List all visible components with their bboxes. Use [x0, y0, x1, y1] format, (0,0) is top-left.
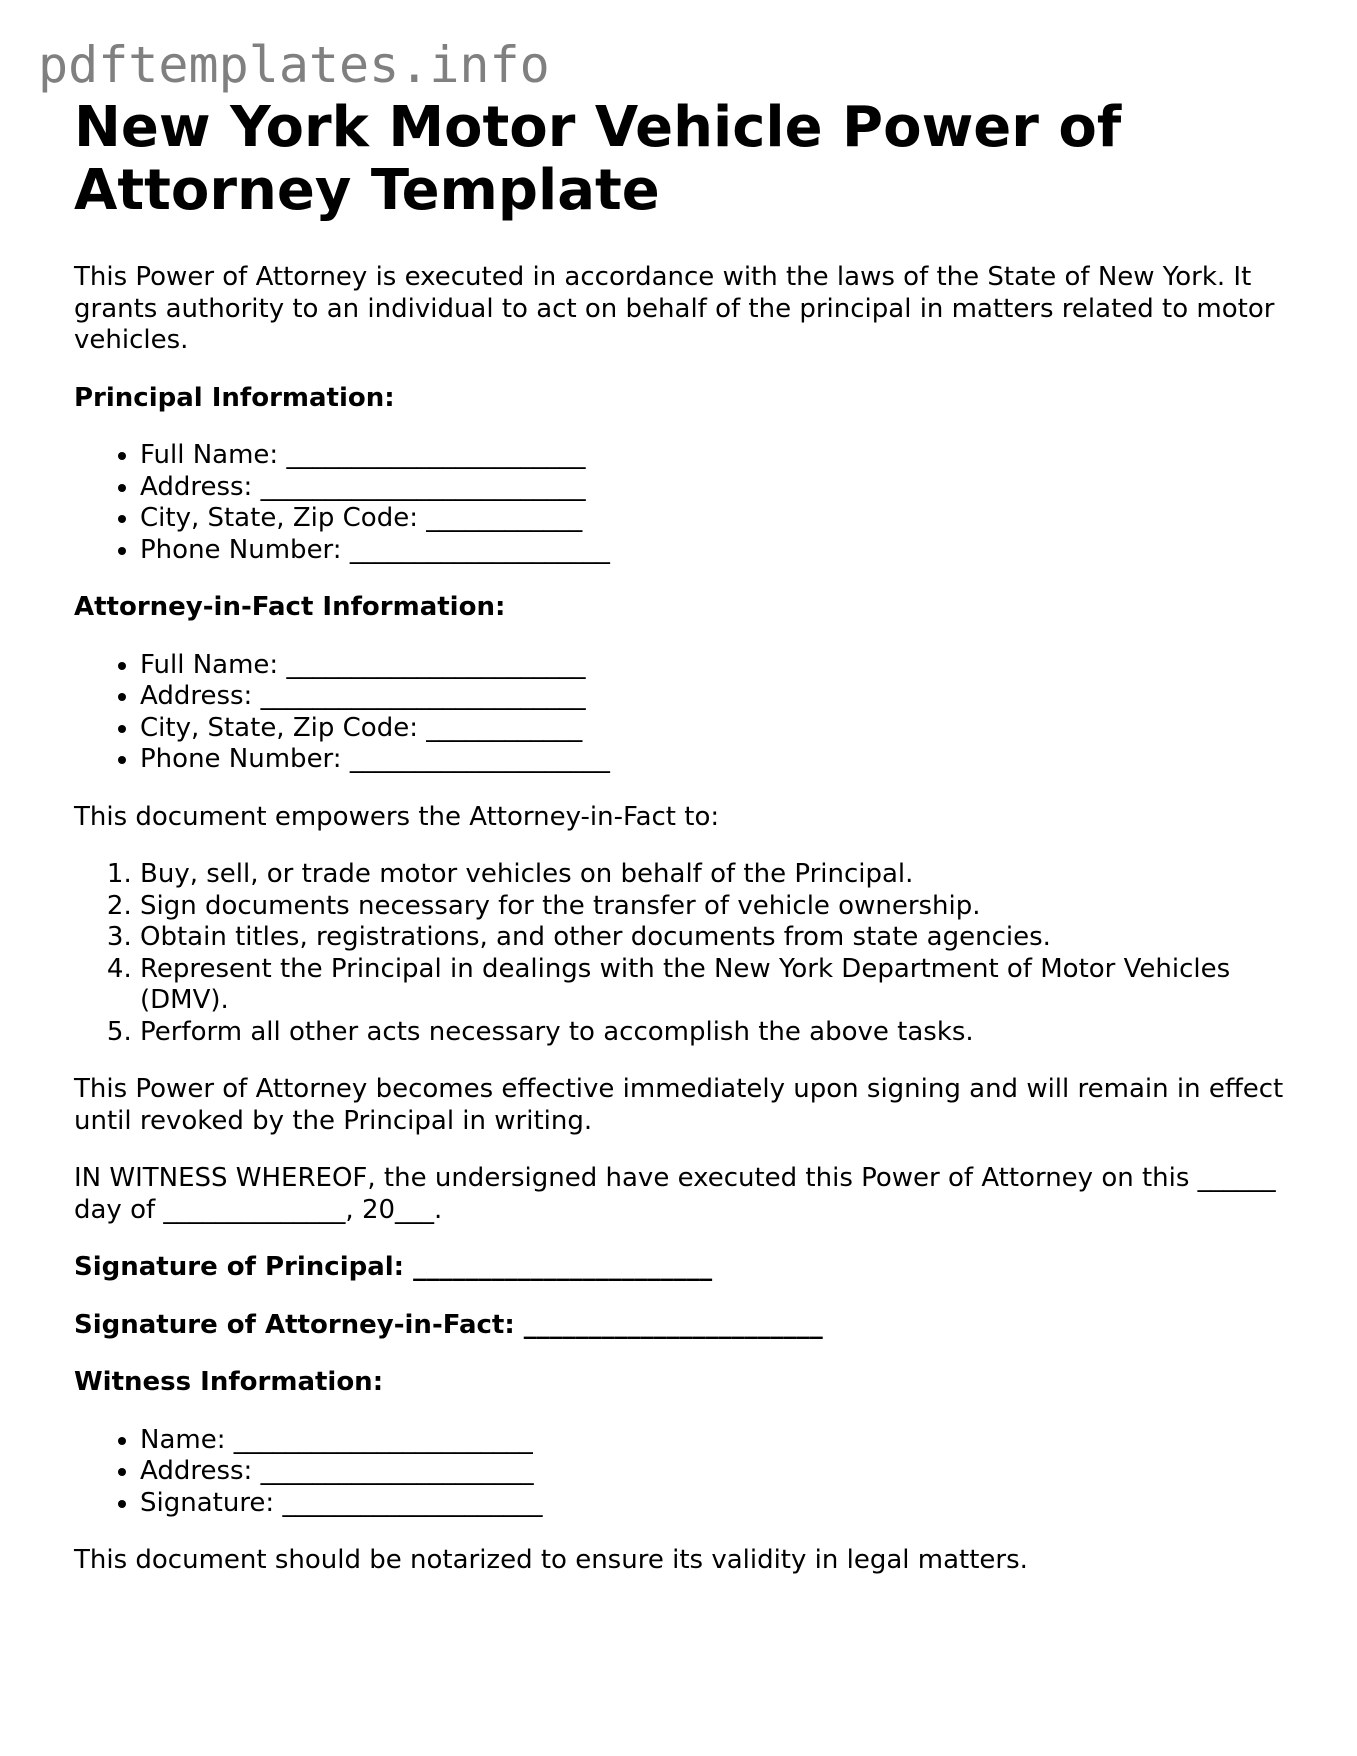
notary-note: This document should be notarized to ensure its validity in legal matters. [74, 1545, 1028, 1575]
attorney-address-field: • Address: _________________________ [140, 681, 1294, 713]
document-title: New York Motor Vehicle Power of Attorney Template [74, 95, 1122, 223]
witness-address-field: • Address: _____________________ [140, 1456, 1294, 1488]
attorney-heading: Attorney-in-Fact Information: [74, 592, 506, 622]
attorney-fields-list [74, 650, 1294, 776]
watermark: pdftemplates.info [38, 36, 550, 94]
principal-heading: Principal Information: [74, 382, 395, 413]
power-item: 4. Represent the Principal in dealings with the New York Department of Motor Vehicles (DMV). [140, 954, 1294, 1017]
powers-list [74, 859, 1294, 1048]
witness-signature-field: • Signature: ____________________ [140, 1488, 1294, 1520]
witness-fields-list [74, 1425, 1294, 1520]
intro-paragraph: This Power of Attorney is executed in accordance with the laws of the State of New York. It grants authority to an individual to act on behalf of the principal in matters related to motor vehicles. [74, 262, 1275, 355]
principal-city-state-zip-field: • City, State, Zip Code: ____________ [140, 503, 1294, 535]
witness-heading: Witness Information: [74, 1367, 384, 1397]
witness-name-field: • Name: _______________________ [140, 1425, 1294, 1457]
principal-fields-list [74, 440, 1294, 566]
attorney-phone-field: • Phone Number: ____________________ [140, 744, 1294, 776]
effective-paragraph: This Power of Attorney becomes effective immediately upon signing and will remain in effect until revoked by the Principal in writing. [74, 1074, 1284, 1136]
signature-principal-line: Signature of Principal: _______________________ [74, 1252, 713, 1282]
power-item: 3. Obtain titles, registrations, and other documents from state agencies. [140, 922, 1294, 954]
principal-full-name-field: • Full Name: _______________________ [140, 440, 1294, 472]
powers-intro: This document empowers the Attorney-in-Fact to: [74, 801, 720, 832]
document-body [74, 96, 1294, 1603]
power-item: 2. Sign documents necessary for the transfer of vehicle ownership. [140, 891, 1294, 923]
power-item: 1. Buy, sell, or trade motor vehicles on behalf of the Principal. [140, 859, 1294, 891]
attorney-city-state-zip-field: • City, State, Zip Code: ____________ [140, 713, 1294, 745]
witness-clause: IN WITNESS WHEREOF, the undersigned have executed this Power of Attorney on this ______ day of ______________, 20___. [74, 1163, 1276, 1225]
principal-phone-field: • Phone Number: ____________________ [140, 535, 1294, 567]
power-item: 5. Perform all other acts necessary to accomplish the above tasks. [140, 1017, 1294, 1049]
attorney-full-name-field: • Full Name: _______________________ [140, 650, 1294, 682]
principal-address-field: • Address: _________________________ [140, 472, 1294, 504]
signature-attorney-line: Signature of Attorney-in-Fact: _______________________ [74, 1309, 823, 1340]
